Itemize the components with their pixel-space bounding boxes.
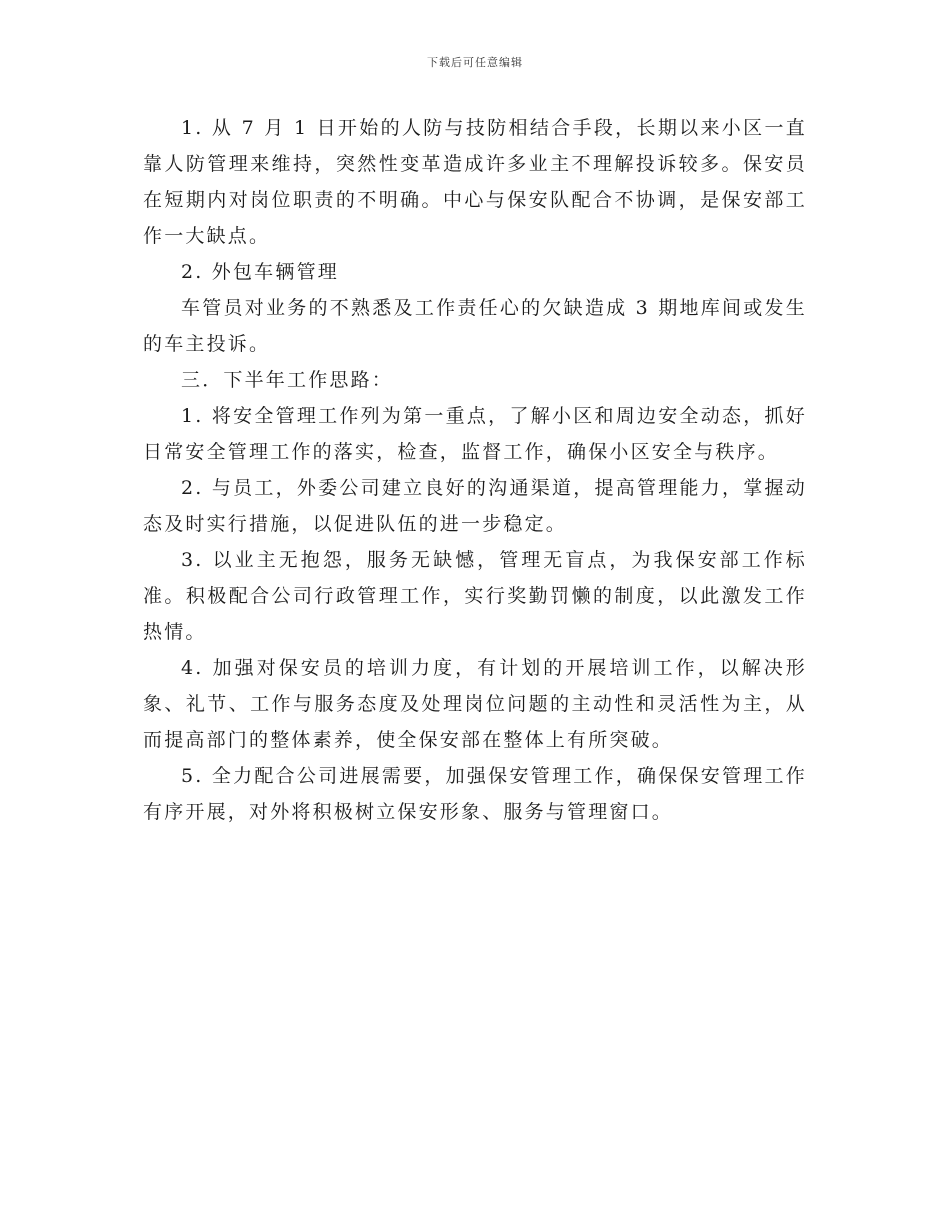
paragraph-item-2-heading: 2. 外包车辆管理 [181,261,339,283]
page-header: 下载后可任意编辑 [427,56,523,69]
paragraph-item-2: 车管员对业务的不熟悉及工作责任心的欠缺造成 3 期地库间或发生的车主投诉。 [143,297,807,355]
document-body [143,110,807,830]
plan-item-1: 1. 将安全管理工作列为第一重点，了解小区和周边安全动态，抓好日常安全管理工作的落实，检查，监督工作，确保小区安全与秩序。 [143,405,807,463]
section-heading-3: 三．下半年工作思路： [181,369,394,391]
plan-item-5: 5. 全力配合公司进展需要，加强保安管理工作，确保保安管理工作有序开展，对外将积极树立保安形象、服务与管理窗口。 [143,765,807,823]
paragraph-item-1: 1. 从 7 月 1 日开始的人防与技防相结合手段，长期以来小区一直靠人防管理来维持，突然性变革造成许多业主不理解投诉较多。保安员在短期内对岗位职责的不明确。中心与保安队配合不协调，是保安部工作一大缺点。 [143,117,807,247]
plan-item-3: 3. 以业主无抱怨，服务无缺憾，管理无盲点，为我保安部工作标准。积极配合公司行政管理工作，实行奖勤罚懒的制度，以此激发工作热情。 [143,549,807,643]
plan-item-2: 2. 与员工，外委公司建立良好的沟通渠道，提高管理能力，掌握动态及时实行措施，以促进队伍的进一步稳定。 [143,477,807,535]
plan-item-4: 4. 加强对保安员的培训力度，有计划的开展培训工作，以解决形象、礼节、工作与服务态度及处理岗位问题的主动性和灵活性为主，从而提高部门的整体素养，使全保安部在整体上有所突破。 [143,657,807,751]
